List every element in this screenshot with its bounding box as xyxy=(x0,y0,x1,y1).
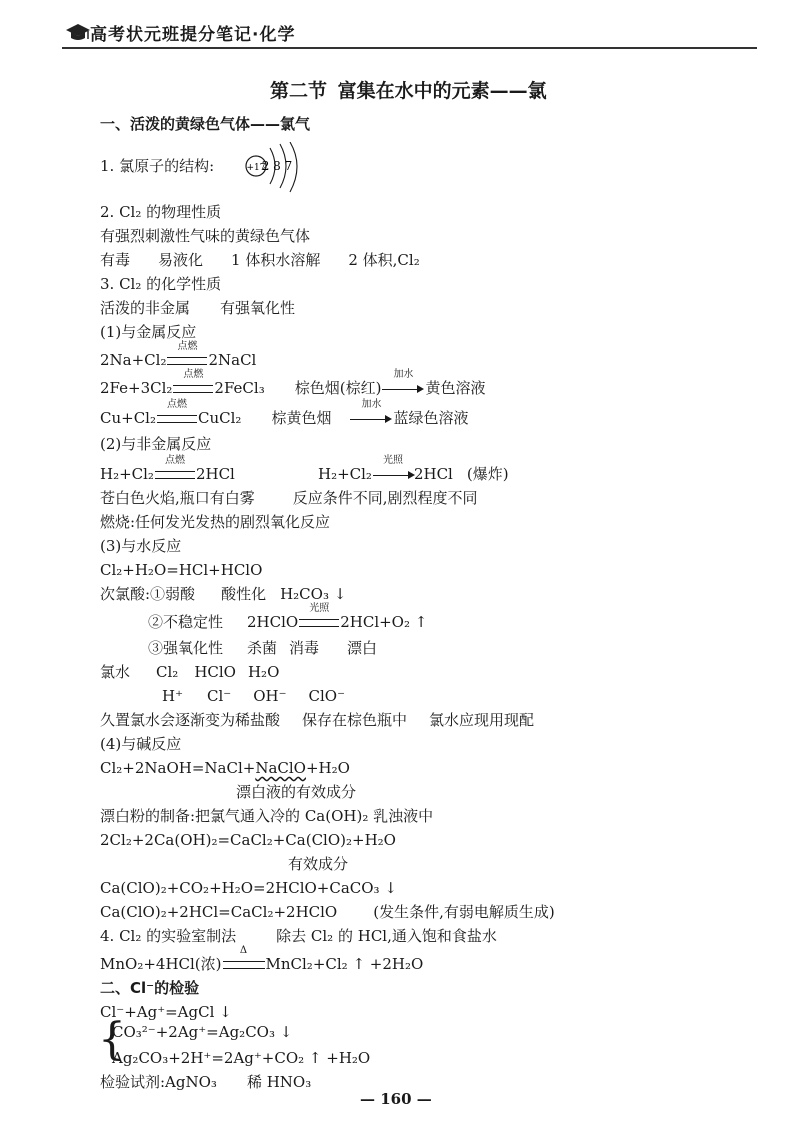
atom-shells: 2 8 7 xyxy=(261,159,293,173)
chem-heading: 3. Cl₂ 的化学性质 xyxy=(100,275,222,293)
bleach-prep: 漂白粉的制备:把氯气通入冷的 Ca(OH)₂ 乳浊液中 xyxy=(100,807,434,825)
reaction-na: 2Na+Cl₂ 点燃 2NaCl xyxy=(100,341,257,369)
reaction-ca-hcl: Ca(ClO)₂+2HCl=CaCl₂+2HClO (发生条件,有弱电解质生成) xyxy=(100,903,555,921)
phys-liquefy: 易液化 xyxy=(158,251,204,269)
reaction-h2-light: H₂+Cl₂ 光照 2HCl (爆炸) xyxy=(318,455,509,483)
chlorine-atom-diagram xyxy=(244,142,314,194)
naoh-note: 漂白液的有效成分 xyxy=(236,783,357,801)
reagent-line: 检验试剂:AgNO₃ 稀 HNO₃ xyxy=(100,1073,312,1091)
combustion-def: 燃烧:任何发光发热的剧烈氧化反应 xyxy=(100,513,331,531)
sub-heading-metal: (1)与金属反应 xyxy=(100,323,197,341)
lab-heading: 4. Cl₂ 的实验室制法 除去 Cl₂ 的 HCl,通入饱和食盐水 xyxy=(100,927,497,945)
phys-line-1: 有强烈刺激性气味的黄绿色气体 xyxy=(100,227,311,245)
phys-dissolve: 1 体积水溶解 xyxy=(231,251,321,269)
reaction-water: Cl₂+H₂O=HCl+HClO xyxy=(100,561,263,579)
reaction-ca-oh2: 2Cl₂+2Ca(OH)₂=CaCl₂+Ca(ClO)₂+H₂O xyxy=(100,831,396,849)
reaction-cu: Cu+Cl₂ 点燃 CuCl₂ 棕黄色烟 加水 蓝绿色溶液 xyxy=(100,399,469,427)
hclo-line-3: ③强氧化性 杀菌 消毒 漂白 xyxy=(148,639,378,657)
atom-structure-line xyxy=(100,156,214,176)
chem-line-1 xyxy=(100,298,295,318)
phys-volume: 2 体积,Cl₂ xyxy=(348,251,420,269)
phys-heading: 2. Cl₂ 的物理性质 xyxy=(100,203,222,221)
sub-heading-nonmetal: (2)与非金属反应 xyxy=(100,435,212,453)
hclo-line-2: ②不稳定性 2HClO 光照 2HCl+O₂ ↑ xyxy=(148,603,428,631)
page-number: — 160 — xyxy=(360,1090,432,1108)
chlorine-water-note: 久置氯水会逐渐变为稀盐酸 保存在棕色瓶中 氯水应现用现配 xyxy=(100,711,535,729)
chlorine-water-ions: H⁺ Cl⁻ OH⁻ ClO⁻ xyxy=(162,687,345,705)
reaction-ag2co3: Ag₂CO₃+2H⁺=2Ag⁺+CO₂ ↑ +H₂O xyxy=(112,1049,371,1067)
page-header xyxy=(62,14,762,54)
reaction-co3: CO₃²⁻+2Ag⁺=Ag₂CO₃ ↓ xyxy=(112,1023,293,1041)
phys-line-2 xyxy=(100,250,420,270)
reaction-mno2: MnO₂+4HCl(浓) Δ MnCl₂+Cl₂ ↑ +2H₂O xyxy=(100,945,424,973)
section-title: 第二节 富集在水中的元素——氯 xyxy=(270,80,547,102)
reaction-h2-ignite: H₂+Cl₂ 点燃 2HCl xyxy=(100,455,235,483)
sub-heading-water: (3)与水反应 xyxy=(100,537,182,555)
sub-heading-base: (4)与碱反应 xyxy=(100,735,182,753)
chem-nonmetal: 活泼的非金属 xyxy=(100,299,191,317)
phys-toxic: 有毒 xyxy=(100,251,131,269)
h2-note-line: 苍白色火焰,瓶口有白雾 反应条件不同,剧烈程度不同 xyxy=(100,489,478,507)
reaction-ca-co2: Ca(ClO)₂+CO₂+H₂O=2HClO+CaCO₃ ↓ xyxy=(100,879,397,897)
chlorine-water-molecules: 氯水 Cl₂ HClO H₂O xyxy=(100,663,280,681)
hclo-line-1: 次氯酸:①弱酸 酸性化 H₂CO₃ ↓ xyxy=(100,585,347,603)
atom-label: 1. 氯原子的结构: xyxy=(100,157,215,175)
chem-oxidizing: 有强氧化性 xyxy=(220,299,296,317)
atom-nucleus: +17 xyxy=(246,163,266,173)
part-heading-2: 二、Cl⁻的检验 xyxy=(100,979,200,997)
brace-symbol: { xyxy=(98,1014,126,1065)
part-heading-1: 一、活泼的黄绿色气体——氯气 xyxy=(100,115,311,133)
ca-note: 有效成分 xyxy=(288,855,349,873)
header-title: 高考状元班提分笔记·化学 xyxy=(90,25,296,45)
reaction-naoh: Cl₂+2NaOH=NaCl+NaClO+H₂O xyxy=(100,759,350,777)
graduation-cap-icon xyxy=(66,22,90,44)
reaction-fe: 2Fe+3Cl₂ 点燃 2FeCl₃ 棕色烟(棕红) 加水 黄色溶液 xyxy=(100,369,486,397)
header-rule xyxy=(62,47,757,49)
reaction-agcl: Cl⁻+Ag⁺=AgCl ↓ xyxy=(100,1003,232,1021)
